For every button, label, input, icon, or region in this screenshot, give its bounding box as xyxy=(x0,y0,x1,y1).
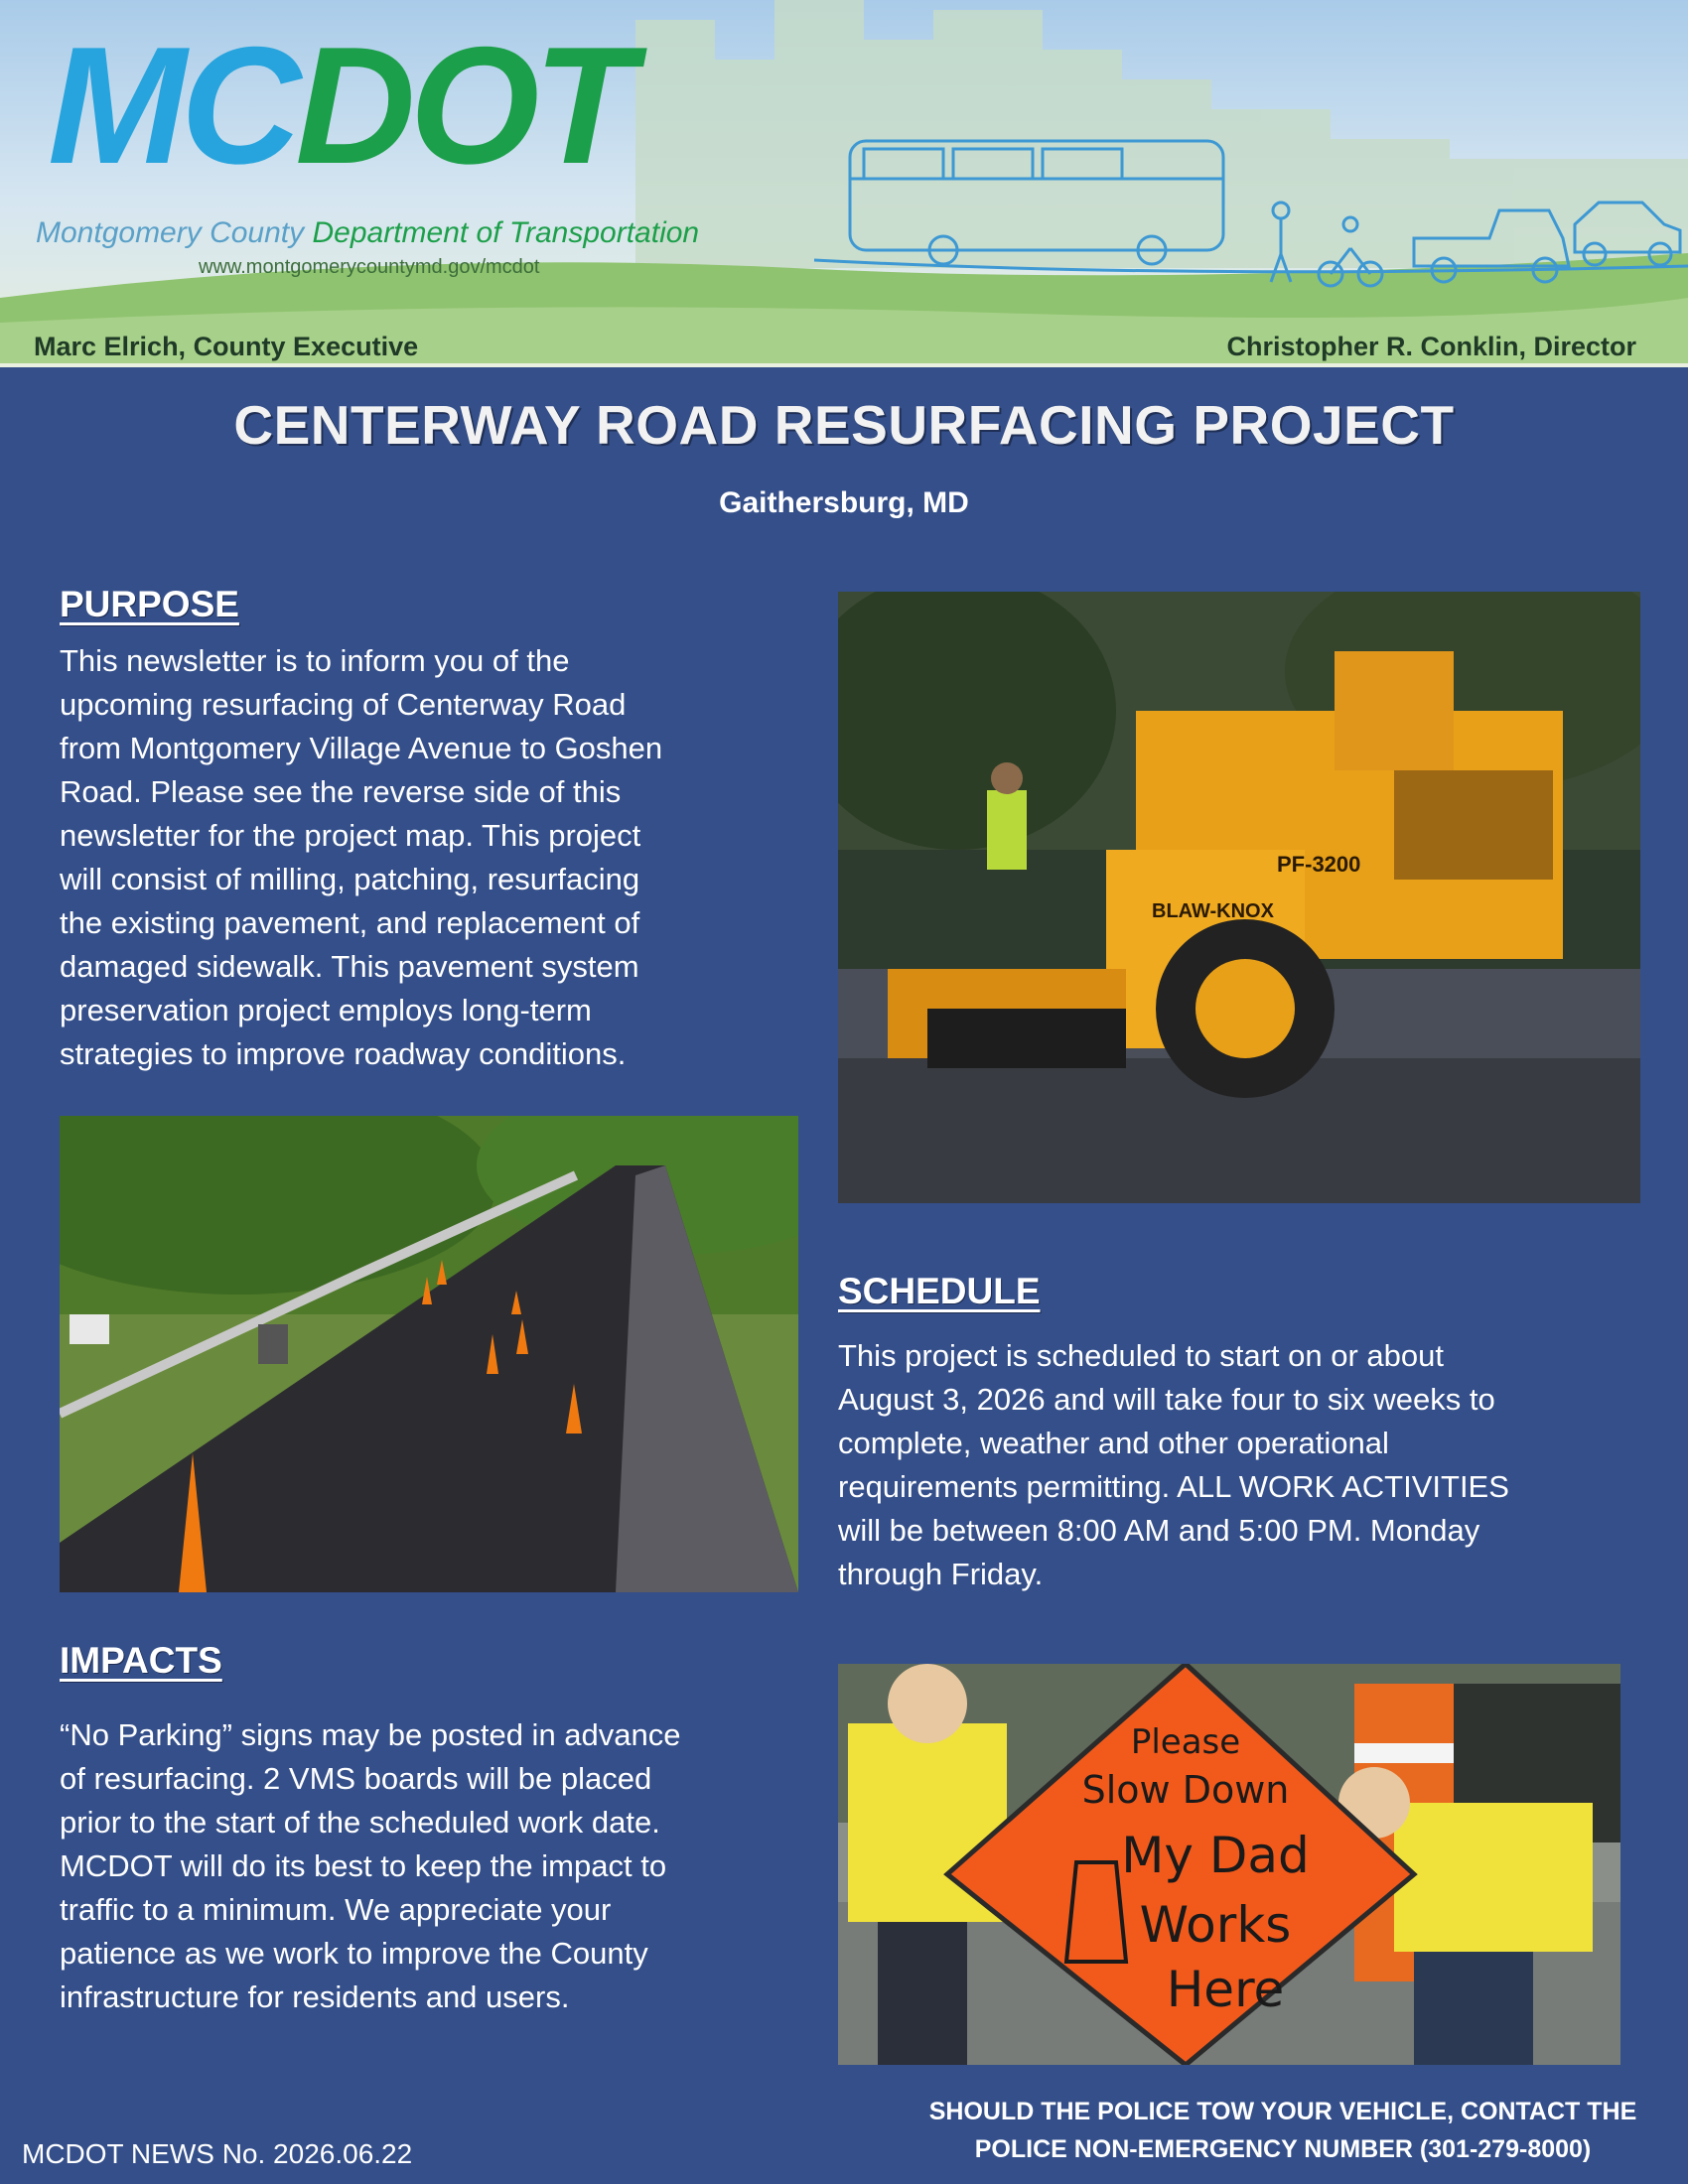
paver-brand-label: BLAW-KNOX xyxy=(1152,900,1274,922)
impacts-line: infrastructure for residents and users. xyxy=(60,1979,570,2014)
schedule-heading: SCHEDULE xyxy=(838,1271,1041,1311)
purpose-line: Road. Please see the reverse side of this xyxy=(60,774,622,809)
purpose-line: damaged sidewalk. This pavement system xyxy=(60,949,639,984)
paving-machine-photo xyxy=(838,592,1640,1203)
sign-text-here: Here xyxy=(1166,1961,1285,2018)
dept-prefix: Montgomery County xyxy=(36,216,305,249)
schedule-line: requirements permitting. ALL WORK ACTIVITIES xyxy=(838,1469,1509,1504)
impacts-body xyxy=(60,1713,814,2019)
impacts-line: of resurfacing. 2 VMS boards will be placed xyxy=(60,1761,652,1796)
tow-notice-line2: POLICE NON-EMERGENCY NUMBER (301-279-8000) xyxy=(974,2135,1592,2163)
header-banner xyxy=(0,0,1688,365)
schedule-line: This project is scheduled to start on or about xyxy=(838,1338,1444,1373)
purpose-body xyxy=(60,639,814,1076)
impacts-line: traffic to a minimum. We appreciate your xyxy=(60,1892,612,1927)
impacts-heading: IMPACTS xyxy=(60,1640,222,1681)
purpose-line: This newsletter is to inform you of the xyxy=(60,643,570,678)
director-name: Christopher R. Conklin, Director xyxy=(1226,332,1636,361)
purpose-line: newsletter for the project map. This project xyxy=(60,818,641,853)
impacts-line: prior to the start of the scheduled work date. xyxy=(60,1805,660,1840)
department-name xyxy=(36,216,699,250)
purpose-line: strategies to improve roadway conditions. xyxy=(60,1036,627,1071)
purpose-line: from Montgomery Village Avenue to Goshen xyxy=(60,731,663,765)
dept-suffix: Department of Transportation xyxy=(312,216,700,249)
purpose-heading: PURPOSE xyxy=(60,584,239,624)
logo-dot-text: DOT xyxy=(295,12,630,199)
schedule-body xyxy=(838,1334,1652,1596)
county-executive: Marc Elrich, County Executive xyxy=(34,332,419,361)
impacts-line: MCDOT will do its best to keep the impact to xyxy=(60,1848,667,1883)
purpose-line: preservation project employs long-term xyxy=(60,993,592,1027)
slow-down-sign-photo xyxy=(838,1664,1620,2065)
paver-model-label: PF-3200 xyxy=(1277,852,1361,877)
sign-text-my-dad: My Dad xyxy=(1121,1827,1310,1884)
page-subtitle: Gaithersburg, MD xyxy=(719,486,969,519)
impacts-line: “No Parking” signs may be posted in advance xyxy=(60,1717,681,1752)
schedule-line: complete, weather and other operational xyxy=(838,1426,1389,1460)
purpose-line: the existing pavement, and replacement of xyxy=(60,905,640,940)
schedule-line: through Friday. xyxy=(838,1557,1044,1591)
resurfaced-road-photo xyxy=(60,1116,798,1592)
schedule-line: August 3, 2026 and will take four to six weeks to xyxy=(838,1382,1495,1417)
website-url[interactable]: www.montgomerycountymd.gov/mcdot xyxy=(199,256,540,278)
sign-text-please: Please xyxy=(1130,1722,1241,1762)
header-divider xyxy=(0,363,1688,367)
impacts-line: patience as we work to improve the County xyxy=(60,1936,648,1971)
purpose-line: will consist of milling, patching, resurfacing xyxy=(60,862,640,896)
sign-text-slow-down: Slow Down xyxy=(1081,1768,1290,1812)
page-title: CENTERWAY ROAD RESURFACING PROJECT xyxy=(233,394,1455,456)
tow-notice-line1: SHOULD THE POLICE TOW YOUR VEHICLE, CONTACT THE xyxy=(928,2098,1637,2125)
sign-text-works: Works xyxy=(1139,1896,1292,1954)
logo-mc-text: MC xyxy=(48,12,296,199)
tow-notice xyxy=(906,2093,1660,2168)
schedule-line: will be between 8:00 AM and 5:00 PM. Monday xyxy=(838,1513,1480,1548)
mcdot-logo xyxy=(48,12,630,199)
purpose-line: upcoming resurfacing of Centerway Road xyxy=(60,687,627,722)
newsletter-number: MCDOT NEWS No. 2026.06.22 xyxy=(22,2138,413,2169)
